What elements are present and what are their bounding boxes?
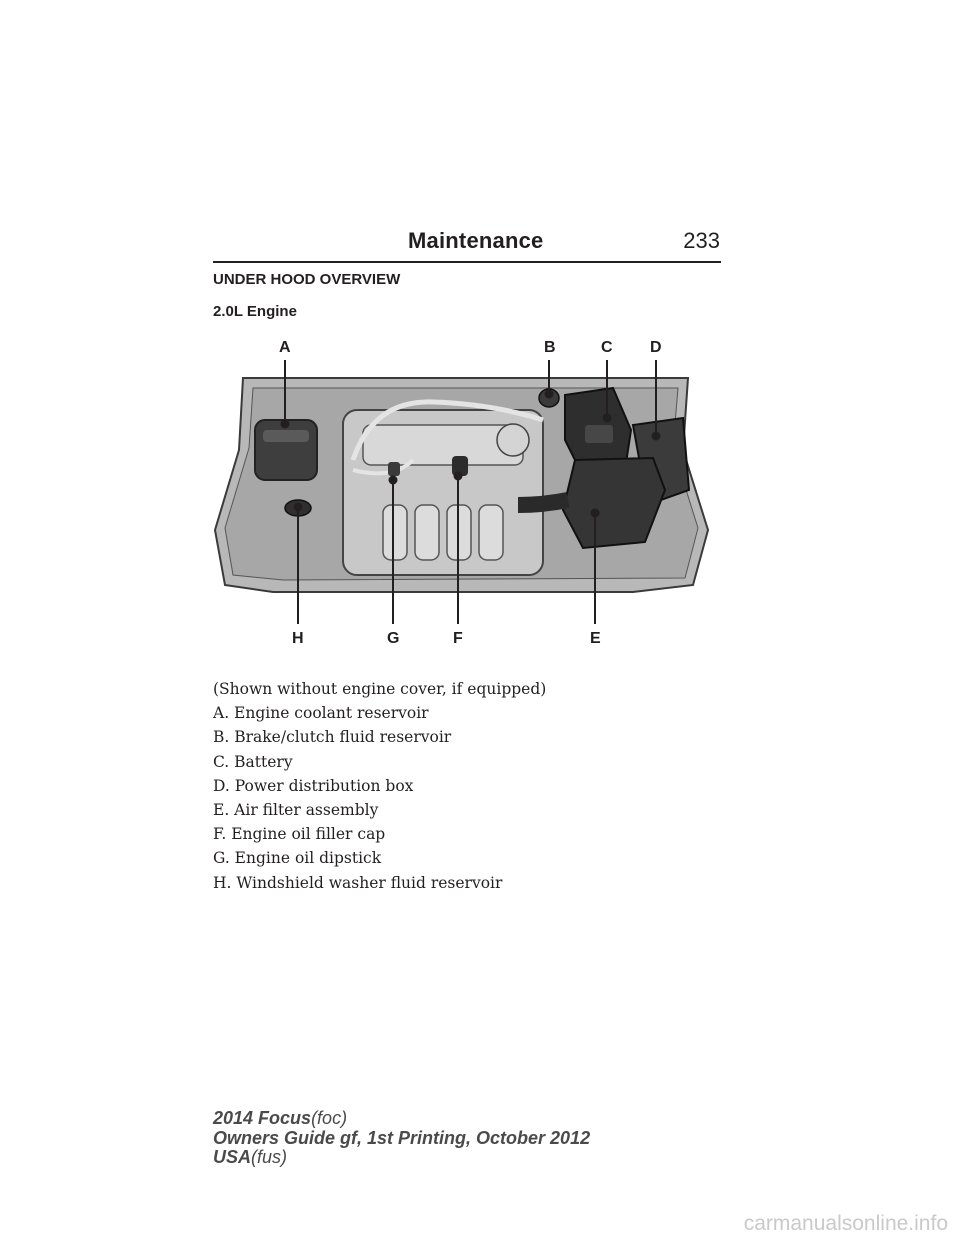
caption-item-c: C. Battery: [213, 752, 293, 771]
page-number: 233: [683, 228, 720, 253]
footer-model-code: (foc): [311, 1108, 348, 1128]
callout-b: B: [544, 339, 556, 356]
caption-item-f: F. Engine oil filler cap: [213, 825, 386, 844]
callout-h: H: [292, 630, 304, 647]
leader-dot-f: [455, 473, 462, 480]
leader-dot-a: [282, 421, 289, 428]
caption-item-h: H. Windshield washer fluid reservoir: [213, 873, 503, 892]
section-heading: UNDER HOOD OVERVIEW: [213, 271, 401, 288]
coolant-reservoir-shape: [255, 420, 317, 480]
battery-terminal: [585, 425, 613, 443]
footer-line-2: Owners Guide gf, 1st Printing, October 2012: [213, 1127, 591, 1148]
callout-f: F: [453, 630, 463, 647]
runner-2: [415, 505, 439, 560]
caption-note: (Shown without engine cover, if equipped): [213, 680, 547, 698]
callout-e: E: [590, 630, 601, 647]
callout-a: A: [279, 339, 291, 356]
footer-line-3: [213, 1148, 590, 1168]
document-footer: [213, 1109, 590, 1168]
leader-dot-c: [604, 415, 611, 422]
site-watermark: carmanualsonline.info: [743, 1212, 948, 1235]
caption-item-b: B. Brake/clutch fluid reservoir: [213, 728, 452, 747]
callout-d: D: [650, 339, 662, 356]
leader-dot-d: [653, 433, 660, 440]
leader-dot-e: [592, 510, 599, 517]
throttle-body-shape: [497, 424, 529, 456]
engine-bay-figure: [213, 330, 721, 650]
figure-caption-list: [213, 677, 721, 895]
footer-model: 2014 Focus: [213, 1108, 312, 1128]
sub-heading: 2.0L Engine: [213, 303, 297, 320]
leader-dot-g: [390, 477, 397, 484]
leader-dot-b: [546, 391, 553, 398]
leader-dot-h: [295, 504, 302, 511]
header-divider: [213, 261, 721, 263]
air-intake-tube: [518, 500, 568, 505]
footer-market-code: (fus): [251, 1147, 288, 1167]
page-header-title: Maintenance: [408, 228, 544, 253]
runner-4: [479, 505, 503, 560]
runner-1: [383, 505, 407, 560]
caption-item-g: G. Engine oil dipstick: [213, 849, 382, 868]
engine-bay-illustration: [213, 330, 721, 650]
caption-item-e: E. Air filter assembly: [213, 800, 379, 819]
callout-g: G: [387, 630, 400, 647]
callout-c: C: [601, 339, 613, 356]
footer-market: USA: [213, 1147, 252, 1167]
coolant-reservoir-cap: [263, 430, 309, 442]
caption-item-a: A. Engine coolant reservoir: [213, 704, 429, 723]
footer-line-1: [213, 1109, 590, 1129]
dipstick-handle-shape: [388, 462, 400, 476]
caption-item-d: D. Power distribution box: [213, 776, 414, 795]
